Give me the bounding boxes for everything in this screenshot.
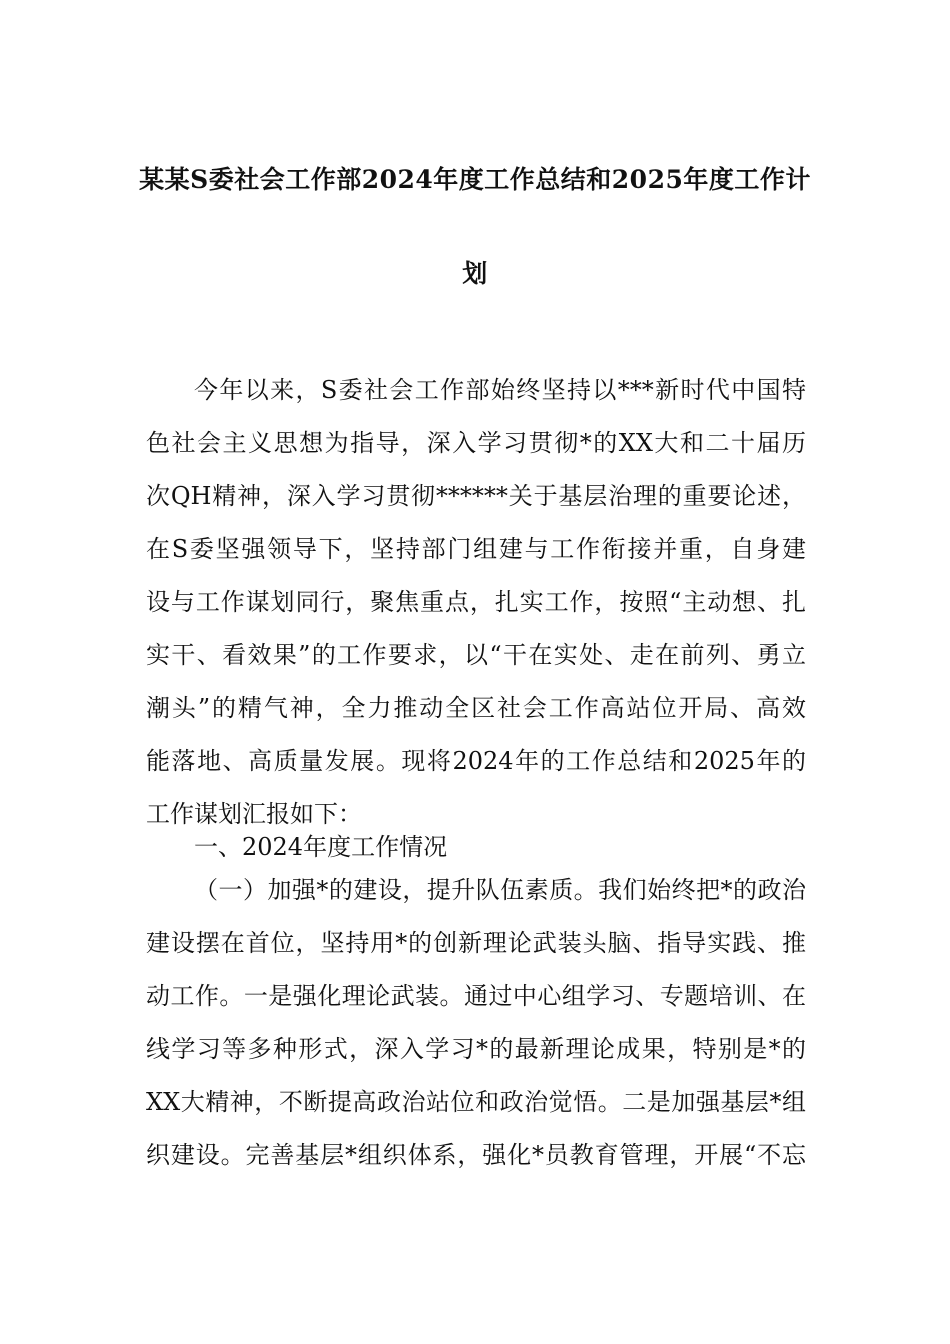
paragraph-1-line: 设与工作谋划同行，聚焦重点，扎实工作，按照“主动想、扎 [146,588,806,616]
paragraph-1-line: 在S委坚强领导下，坚持部门组建与工作衔接并重，自身建 [146,535,806,563]
paragraph-2-line: 线学习等多种形式，深入学习*的最新理论成果，特别是*的 [146,1035,806,1063]
paragraph-1-line: 能落地、高质量发展。现将2024年的工作总结和2025年的 [146,747,806,775]
paragraph-1-line: 次QH精神，深入学习贯彻******关于基层治理的重要论述， [146,482,806,510]
paragraph-2-line: XX大精神，不断提高政治站位和政治觉悟。二是加强基层*组 [146,1088,806,1116]
paragraph-2-line: （一）加强*的建设，提升队伍素质。我们始终把*的政治 [194,876,806,904]
paragraph-2-line: 建设摆在首位，坚持用*的创新理论武装头脑、指导实践、推 [146,929,806,957]
paragraph-1-line: 今年以来，S委社会工作部始终坚持以***新时代中国特 [194,376,806,404]
paragraph-2-line: 织建设。完善基层*组织体系，强化*员教育管理，开展“不忘 [146,1141,806,1169]
section-heading: 一、2024年度工作情况 [194,833,448,861]
paragraph-1-line: 潮头”的精气神，全力推动全区社会工作高站位开局、高效 [146,694,806,722]
document-title-line-1: 某某S委社会工作部2024年度工作总结和2025年度工作计 [139,165,811,194]
paragraph-2-line: 动工作。一是强化理论武装。通过中心组学习、专题培训、在 [146,982,806,1010]
paragraph-1-line: 实干、看效果”的工作要求，以“干在实处、走在前列、勇立 [146,641,806,669]
paragraph-1-line: 色社会主义思想为指导，深入学习贯彻*的XX大和二十届历 [146,429,806,457]
paragraph-1-line: 工作谋划汇报如下： [146,800,362,828]
document-title-line-2: 划 [462,259,488,288]
